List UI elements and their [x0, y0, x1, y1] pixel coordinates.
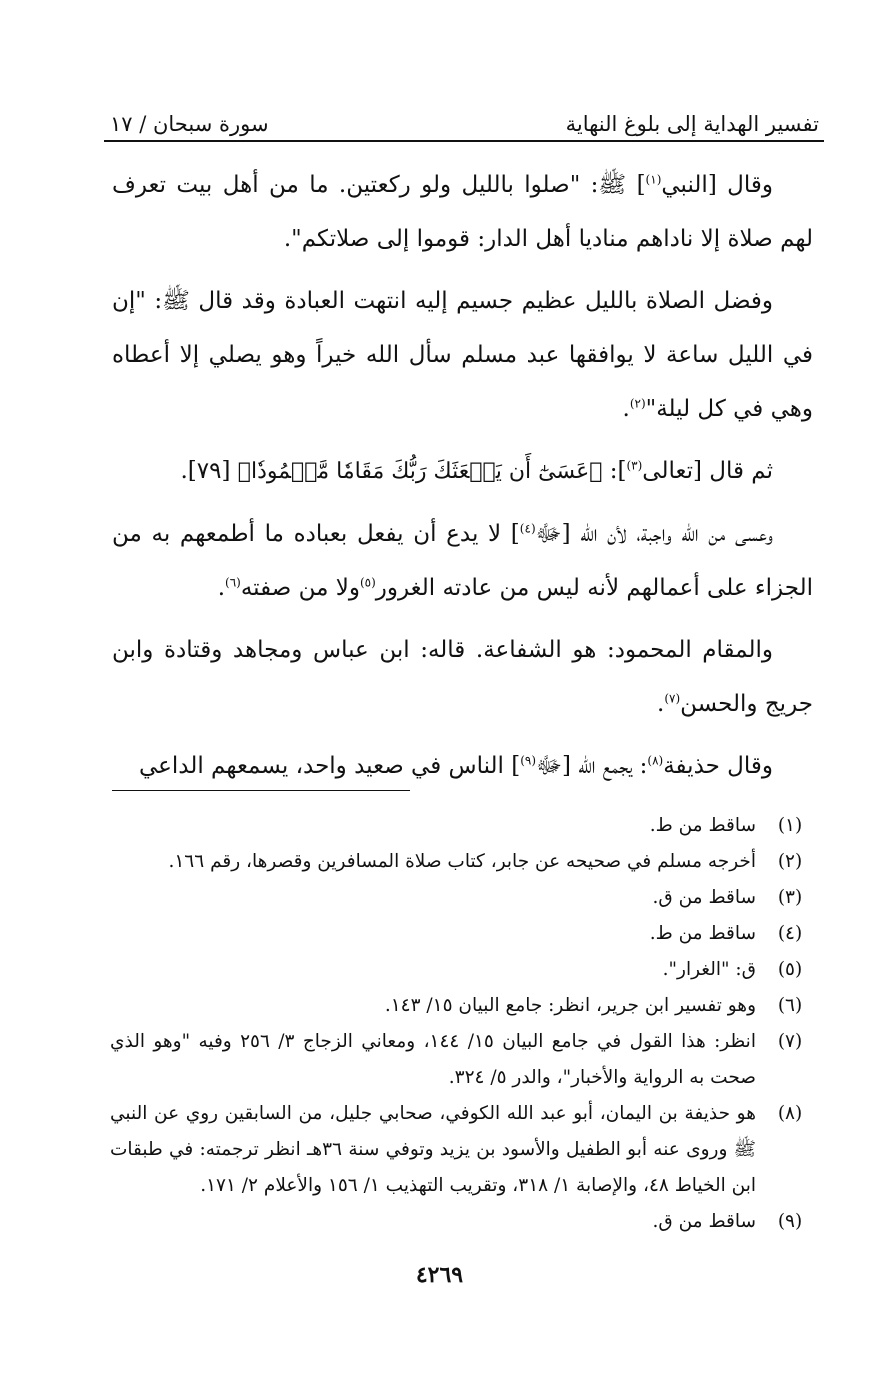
- footnote-item: [110, 916, 824, 952]
- footnote-item: [110, 952, 824, 988]
- footnote-text: أخرجه مسلم في صحيحه عن جابر، كتاب صلاة المسافرين وقصرها، رقم ١٦٦.: [168, 851, 756, 872]
- paragraph-6: [112, 739, 813, 793]
- paragraph-2-text: وفضل الصلاة بالليل عظيم جسيم إليه انتهت العبادة وقد قال ﷺ: "إن في الليل ساعة لا يوافقها عبد مسلم سأل الله خيراً وهو يصلي إلا أعطاه وهي في كل ليلة": [112, 288, 813, 422]
- footnote-item: [110, 988, 824, 1024]
- footnote-number: (٩): [777, 1211, 803, 1232]
- footnote-item: [110, 844, 824, 880]
- book-title: تفسير الهداية إلى بلوغ النهاية: [565, 112, 819, 136]
- verse-number: [٧٩].: [180, 458, 238, 484]
- footnote-text: انظر: هذا القول في جامع البيان ١٥/ ١٤٤، ومعاني الزجاج ٣/ ٢٥٦ وفيه "وهو الذي صحت به الرواية والأخبار"، والدر ٥/ ٣٢٤.: [110, 1031, 756, 1088]
- paragraph-4-mid: ] لا يدع أن يفعل بعباده ما أطمعهم به من الجزاء على أعمالهم لأنه ليس من عادته الغرور: [112, 521, 813, 601]
- footnote-item: [110, 1204, 824, 1240]
- footnote-number: (٧): [777, 1031, 803, 1052]
- paragraph-1-text: وقال [النبي: [661, 172, 773, 198]
- footnote-ref-7: (٧): [664, 691, 681, 706]
- paragraph-6-rest: ] الناس في صعيد واحد، يسمعهم الداعي: [138, 753, 521, 779]
- footnote-text: ساقط من ط.: [649, 923, 756, 944]
- footnote-number: (٥): [777, 959, 803, 980]
- footnote-ref-6: (٦): [225, 575, 241, 590]
- paragraph-4-text: وعسى من الله واجبة، لأن الله [ﷻ: [535, 521, 774, 547]
- paragraph-5-text: والمقام المحمود: هو الشفاعة. قاله: ابن عباس ومجاهد وقتادة وابن جريج والحسن: [112, 637, 813, 717]
- paragraph-6-text: وقال حذيفة: [663, 753, 773, 779]
- footnote-ref-4: (٤): [519, 521, 536, 536]
- paragraph-6-mid: : يجمع الله [ﷻ: [536, 753, 648, 779]
- footnote-item: [110, 880, 824, 916]
- paragraph-4-rest: .: [217, 575, 225, 601]
- footnote-number: (٢): [777, 851, 803, 872]
- header-rule: [104, 140, 824, 142]
- footnote-ref-8: (٨): [647, 753, 664, 768]
- footnote-ref-1: (١): [645, 172, 662, 187]
- footnote-text: ساقط من ق.: [652, 887, 756, 908]
- footnotes: [110, 808, 824, 1240]
- footnote-number: (٣): [777, 887, 803, 908]
- footnote-number: (٨): [777, 1103, 803, 1124]
- footnote-number: (٦): [777, 995, 803, 1016]
- paragraph-5: [112, 623, 813, 731]
- paragraph-5-rest: .: [657, 691, 665, 717]
- paragraph-2: [112, 274, 813, 436]
- footnote-ref-3: (٣): [626, 458, 643, 473]
- footnote-ref-5: (٥): [359, 575, 376, 590]
- page-number: ٤٢٦٩: [415, 1262, 464, 1288]
- main-text: [112, 158, 813, 801]
- footnote-text: ساقط من ق.: [652, 1211, 756, 1232]
- quran-verse: ﴿عَسَىٰٓ أَن يَبۡعَثَكَ رَبُّكَ مَقَامٗا مَّحۡمُودٗا﴾: [237, 459, 603, 484]
- footnote-text: هو حذيفة بن اليمان، أبو عبد الله الكوفي، صحابي جليل، من السابقين روي عن النبي ﷺ وروى عنه أبو الطفيل والأسود بن يزيد وتوفي سنة ٣٦هـ انظر ترجمته: في طبقات ابن الخياط ٤٨، والإصابة ١/ ٣١٨، وتقريب التهذيب ١/ ١٥٦ والأعلام ٢/ ١٧١.: [110, 1103, 757, 1196]
- paragraph-4-mid2: ولا من صفته: [240, 575, 360, 601]
- footnote-number: (١): [777, 815, 803, 836]
- footnote-text: ق: "الغرار".: [662, 959, 756, 980]
- footnote-text: ساقط من ط.: [649, 815, 756, 836]
- paragraph-3: [112, 444, 813, 499]
- paragraph-1: [112, 158, 813, 266]
- paragraph-4: [112, 507, 813, 615]
- footnote-item: [110, 1024, 824, 1096]
- paragraph-3-mid: ]:: [602, 458, 627, 484]
- footnote-ref-9: (٩): [520, 753, 537, 768]
- running-header: [110, 96, 819, 136]
- paragraph-3-text: ثم قال [تعالى: [642, 458, 773, 484]
- surah-reference: سورة سبحان / ١٧: [110, 112, 269, 136]
- footnote-item: [110, 808, 824, 844]
- paragraph-2-rest: .: [622, 396, 630, 422]
- paragraph-1-rest: ] ﷺ: "صلوا بالليل ولو ركعتين. ما من أهل بيت تعرف لهم صلاة إلا ناداهم مناديا أهل الدار: قوموا إلى صلاتكم".: [112, 172, 813, 252]
- footnote-separator: [112, 790, 410, 791]
- footnote-item: [110, 1096, 824, 1204]
- footnote-text: وهو تفسير ابن جرير، انظر: جامع البيان ١٥/ ١٤٣.: [384, 995, 756, 1016]
- footnote-ref-2: (٢): [629, 396, 646, 411]
- footnote-number: (٤): [777, 923, 803, 944]
